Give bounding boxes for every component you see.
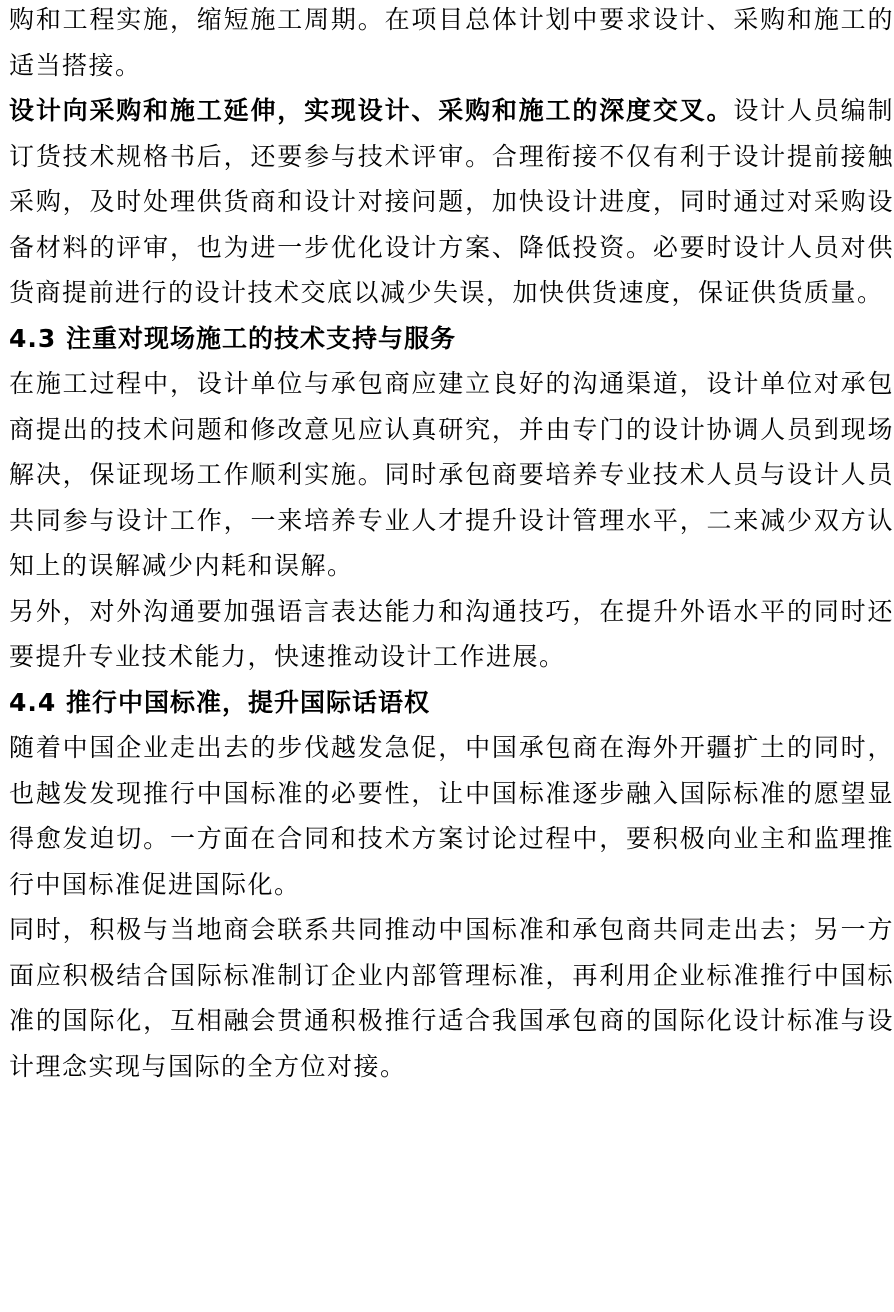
paragraph-continuation <box>9 0 894 88</box>
paragraph-text: 随着中国企业走出去的步伐越发急促，中国承包商在海外开疆扩土的同时，也越发发现推行中国标准的必要性，让中国标准逐步融入国际标准的愿望显得愈发迫切。一方面在合同和技术方案讨论过程中，要积极向业主和监理推行中国标准促进国际化。 <box>9 733 894 899</box>
paragraph-design-extension <box>9 88 894 316</box>
paragraph-communication <box>9 589 894 680</box>
paragraph-construction-support <box>9 361 894 589</box>
paragraph-text: 设计人员编制订货技术规格书后，还要参与技术评审。合理衔接不仅有利于设计提前接触采购，及时处理供货商和设计对接问题，加快设计进度，同时通过对采购设备材料的评审，也为进一步优化设计方案、降低投资。必要时设计人员对供货商提前进行的设计技术交底以减少失误，加快供货速度，保证供货质量。 <box>9 96 894 307</box>
paragraph-text: 在施工过程中，设计单位与承包商应建立良好的沟通渠道，设计单位对承包商提出的技术问题和修改意见应认真研究，并由专门的设计协调人员到现场解决，保证现场工作顺利实施。同时承包商要培养专业技术人员与设计人员共同参与设计工作，一来培养专业人才提升设计管理水平，二来减少双方认知上的误解减少内耗和误解。 <box>9 369 894 580</box>
section-heading-4-3: 4.3 注重对现场施工的技术支持与服务 <box>9 323 456 353</box>
paragraph-text: 购和工程实施，缩短施工周期。在项目总体计划中要求设计、采购和施工的适当搭接。 <box>9 5 894 80</box>
paragraph-text: 另外，对外沟通要加强语言表达能力和沟通技巧，在提升外语水平的同时还要提升专业技术能力，快速推动设计工作进展。 <box>9 596 894 671</box>
section-heading-4-4: 4.4 推行中国标准，提升国际话语权 <box>9 687 430 717</box>
paragraph-text: 同时，积极与当地商会联系共同推动中国标准和承包商共同走出去；另一方面应积极结合国际标准制订企业内部管理标准，再利用企业标准推行中国标准的国际化，互相融会贯通积极推行适合我国承包商的国际化设计标准与设计理念实现与国际的全方位对接。 <box>9 915 894 1081</box>
paragraph-chinese-standards <box>9 725 894 907</box>
paragraph-chamber-of-commerce <box>9 907 894 1089</box>
paragraph-lead-bold: 设计向采购和施工延伸，实现设计、采购和施工的深度交叉。 <box>9 96 734 125</box>
